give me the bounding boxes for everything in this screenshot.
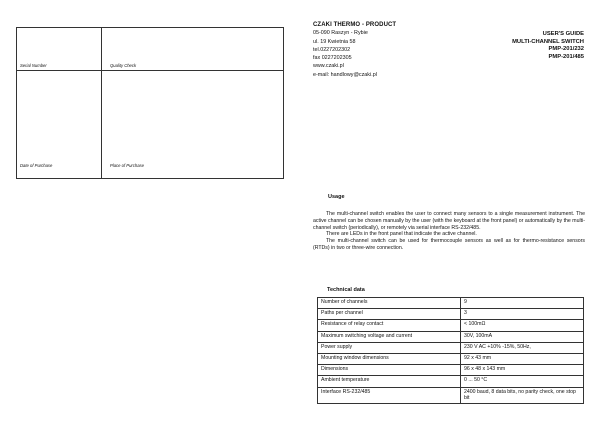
company-name: CZAKI THERMO - PRODUCT bbox=[313, 22, 397, 28]
spec-key: Resistance of relay contact bbox=[318, 320, 461, 331]
spec-value: 30V, 100mA bbox=[461, 331, 584, 342]
guide-title-line3: PMP-201/232 bbox=[548, 46, 584, 52]
usage-paragraph: The multi-channel switch enables the user to connect many sensors to a single measurement instrument. The active channel can be chosen manually by the user (with the keyboard at the front panel) or automatically by the multi-channel switch (periodically), or remotely via serial interface RS-232/485. bbox=[313, 211, 585, 231]
spec-value: < 100mΩ bbox=[461, 320, 584, 331]
usage-paragraph: There are LEDs in the front panel that indicate the active channel. bbox=[326, 231, 477, 238]
company-phone: tel.0227202302 bbox=[313, 46, 351, 53]
technical-data-heading: Technical data bbox=[327, 287, 365, 293]
usage-text bbox=[313, 211, 585, 252]
table-row bbox=[318, 353, 584, 364]
quality-check-label: Quality Check bbox=[110, 63, 137, 68]
usage-heading: Usage bbox=[328, 194, 345, 200]
company-website: www.czaki.pl bbox=[313, 63, 344, 70]
company-address-line2: ul. 19 Kwietnia 58 bbox=[313, 38, 356, 45]
table-row bbox=[318, 331, 584, 342]
table-row bbox=[318, 309, 584, 320]
table-row bbox=[318, 298, 584, 309]
spec-key: Interface RS-232/485 bbox=[318, 387, 461, 403]
spec-key: Paths per channel bbox=[318, 309, 461, 320]
usage-paragraph: The multi-channel switch can be used for thermocouple sensors as well as for thermo-resistance sensors (RTDs) in two or three-wire connection. bbox=[313, 238, 585, 251]
date-of-purchase-label: Date of Purchase bbox=[20, 163, 53, 168]
guide-title-line2: MULTI-CHANNEL SWITCH bbox=[512, 38, 584, 45]
spec-key: Power supply bbox=[318, 342, 461, 353]
spec-key: Number of channels bbox=[318, 298, 461, 309]
spec-value: 3 bbox=[461, 309, 584, 320]
company-fax: fax 0227202305 bbox=[313, 55, 352, 62]
spec-key: Dimensions bbox=[318, 365, 461, 376]
spec-key: Mounting window dimensions bbox=[318, 353, 461, 364]
spec-value: 92 x 43 mm bbox=[461, 353, 584, 364]
card-vertical-divider bbox=[101, 28, 102, 178]
company-email: e-mail: handlowy@czaki.pl bbox=[313, 71, 377, 78]
spec-value: 2400 baud, 8 data bits, no parity check, one stop bit bbox=[461, 387, 584, 403]
company-info bbox=[313, 21, 396, 79]
company-address-line1: 05-090 Raszyn - Rybie bbox=[313, 30, 368, 37]
guide-title-line4: PMP-201/485 bbox=[548, 53, 584, 60]
table-row bbox=[318, 320, 584, 331]
table-row bbox=[318, 365, 584, 376]
warranty-card bbox=[16, 27, 284, 179]
table-row bbox=[318, 342, 584, 353]
spec-key: Ambient temperature bbox=[318, 376, 461, 387]
spec-value: 230 V AC +10% -15%, 50Hz, bbox=[461, 342, 584, 353]
serial-number-label: Serial Number bbox=[20, 63, 47, 68]
technical-data-table bbox=[317, 297, 584, 404]
guide-title bbox=[512, 31, 584, 61]
guide-title-line1: USER'S GUIDE bbox=[542, 31, 584, 37]
spec-value: 0 ... 50 °C bbox=[461, 376, 584, 387]
table-row bbox=[318, 376, 584, 387]
spec-key: Maximum switching voltage and current bbox=[318, 331, 461, 342]
spec-value: 96 x 48 x 143 mm bbox=[461, 365, 584, 376]
card-horizontal-divider bbox=[17, 70, 283, 71]
spec-value: 9 bbox=[461, 298, 584, 309]
table-row bbox=[318, 387, 584, 403]
place-of-purchase-label: Place of Purchase bbox=[110, 163, 144, 168]
